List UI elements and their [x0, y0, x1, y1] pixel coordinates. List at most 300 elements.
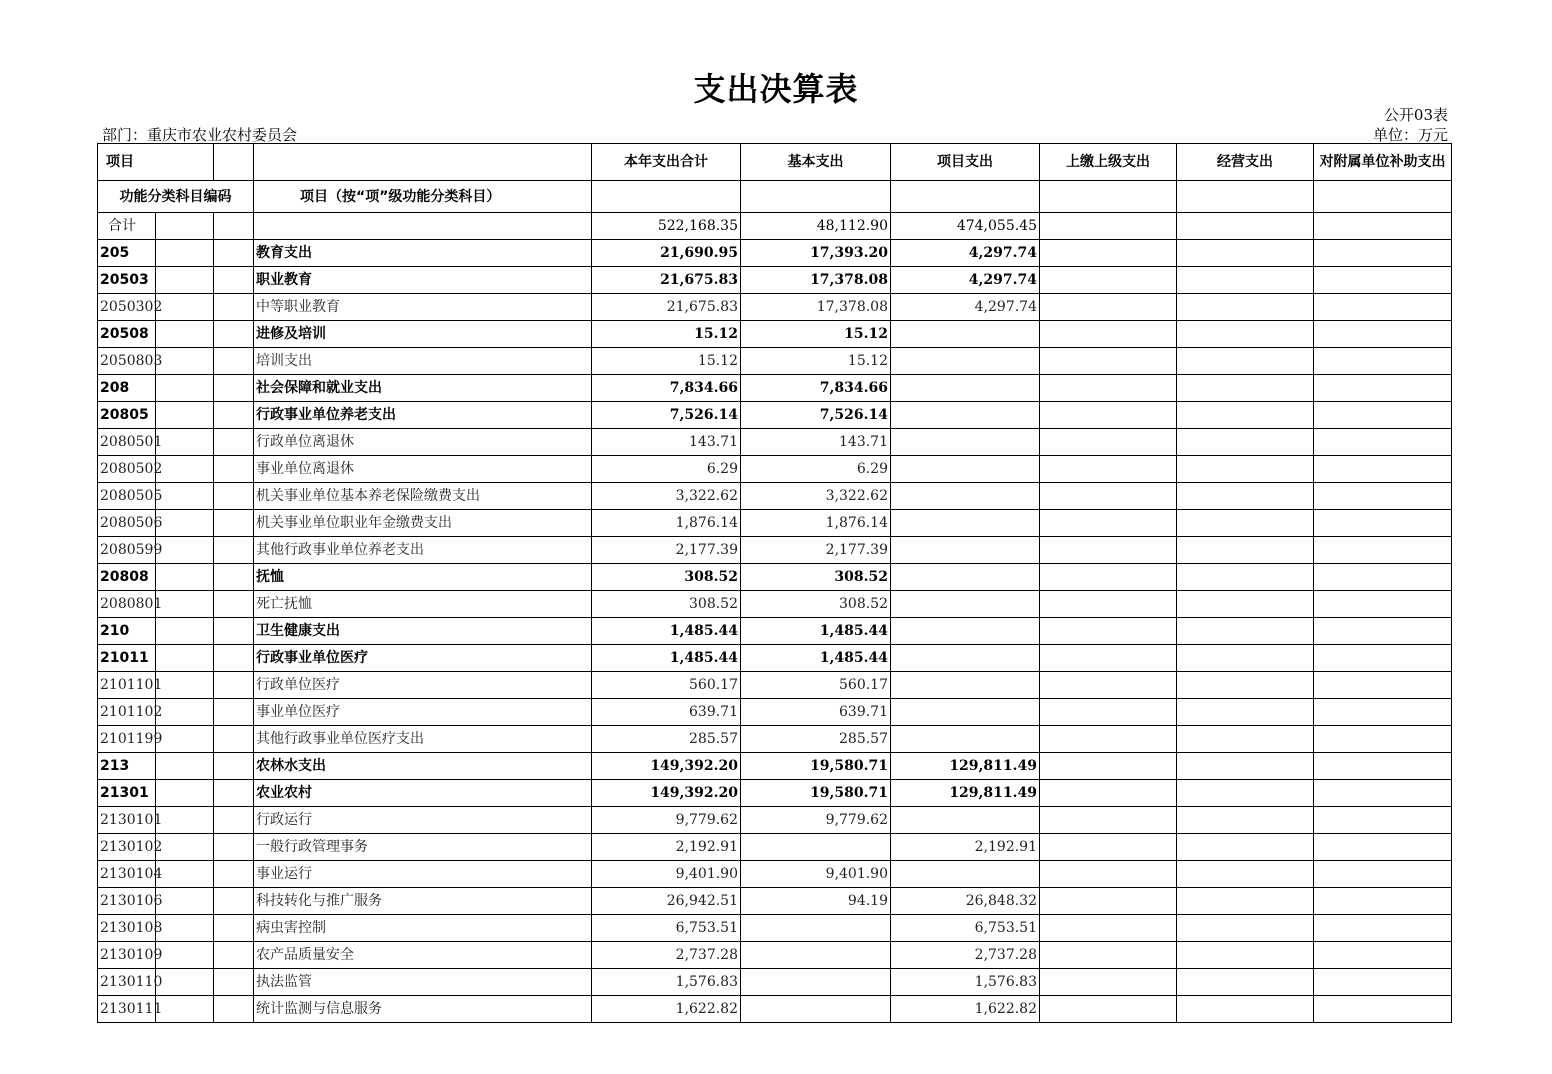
cell-blank — [1177, 240, 1314, 267]
table-row — [98, 807, 1452, 834]
row-total: 308.52 — [592, 564, 741, 591]
row-code: 2050803 — [98, 348, 156, 375]
row-project — [891, 510, 1040, 537]
cell-blank — [156, 510, 214, 537]
row-total: 149,392.20 — [592, 753, 741, 780]
row-name: 职业教育 — [254, 267, 592, 294]
department-label: 部门：重庆市农业农村委员会 — [102, 126, 298, 144]
header-subsidy: 对附属单位补助支出 — [1314, 144, 1452, 181]
row-basic: 560.17 — [741, 672, 891, 699]
cell-blank — [214, 726, 254, 753]
cell-blank — [1177, 699, 1314, 726]
row-name: 死亡抚恤 — [254, 591, 592, 618]
row-name: 机关事业单位职业年金缴费支出 — [254, 510, 592, 537]
cell-blank — [1314, 240, 1452, 267]
cell-blank — [1314, 483, 1452, 510]
table-row — [98, 726, 1452, 753]
cell-blank — [1040, 537, 1177, 564]
row-code: 2130111 — [98, 996, 156, 1023]
row-basic: 19,580.71 — [741, 780, 891, 807]
row-total: 6,753.51 — [592, 915, 741, 942]
table-row — [98, 942, 1452, 969]
row-name: 事业单位医疗 — [254, 699, 592, 726]
row-code: 2130104 — [98, 861, 156, 888]
row-name: 行政事业单位养老支出 — [254, 402, 592, 429]
cell-blank — [214, 375, 254, 402]
row-code: 21011 — [98, 645, 156, 672]
cell-blank — [1040, 591, 1177, 618]
row-name: 事业单位离退休 — [254, 456, 592, 483]
table-row — [98, 888, 1452, 915]
cell-blank — [156, 996, 214, 1023]
header-blank — [592, 181, 741, 213]
row-total: 6.29 — [592, 456, 741, 483]
row-basic: 7,834.66 — [741, 375, 891, 402]
cell-blank — [156, 888, 214, 915]
row-code: 2130106 — [98, 888, 156, 915]
row-project: 4,297.74 — [891, 267, 1040, 294]
cell-blank — [1177, 429, 1314, 456]
cell-blank — [156, 213, 214, 240]
form-number: 公开03表 — [1383, 106, 1448, 124]
cell-blank — [1040, 942, 1177, 969]
cell-blank — [156, 915, 214, 942]
cell-blank — [156, 699, 214, 726]
cell-blank — [1040, 240, 1177, 267]
row-project — [891, 375, 1040, 402]
cell-blank — [1177, 834, 1314, 861]
row-basic: 94.19 — [741, 888, 891, 915]
row-basic: 2,177.39 — [741, 537, 891, 564]
cell-blank — [156, 726, 214, 753]
row-basic: 17,378.08 — [741, 267, 891, 294]
row-name: 抚恤 — [254, 564, 592, 591]
row-basic: 15.12 — [741, 321, 891, 348]
header-row-1 — [98, 144, 1452, 181]
cell-blank — [1040, 294, 1177, 321]
table-row — [98, 240, 1452, 267]
table-row — [98, 996, 1452, 1023]
cell-blank — [1040, 915, 1177, 942]
row-project: 4,297.74 — [891, 294, 1040, 321]
header-blank — [741, 181, 891, 213]
row-code: 2130110 — [98, 969, 156, 996]
table-row — [98, 753, 1452, 780]
cell-blank — [156, 375, 214, 402]
cell-blank — [214, 807, 254, 834]
row-project — [891, 321, 1040, 348]
cell-blank — [214, 942, 254, 969]
row-name: 教育支出 — [254, 240, 592, 267]
cell-blank — [156, 969, 214, 996]
header-project: 项目支出 — [891, 144, 1040, 181]
row-name: 培训支出 — [254, 348, 592, 375]
row-code: 210 — [98, 618, 156, 645]
cell-blank — [214, 294, 254, 321]
cell-blank — [1314, 699, 1452, 726]
table-row — [98, 294, 1452, 321]
cell-blank — [1314, 321, 1452, 348]
cell-blank — [156, 807, 214, 834]
row-name: 统计监测与信息服务 — [254, 996, 592, 1023]
cell-blank — [1177, 726, 1314, 753]
row-total: 1,576.83 — [592, 969, 741, 996]
header-blank — [214, 144, 254, 181]
row-total: 1,622.82 — [592, 996, 741, 1023]
row-basic — [741, 996, 891, 1023]
cell-blank — [214, 267, 254, 294]
row-basic: 9,779.62 — [741, 807, 891, 834]
row-code: 20503 — [98, 267, 156, 294]
cell-blank — [1040, 402, 1177, 429]
row-name: 执法监管 — [254, 969, 592, 996]
table-row — [98, 780, 1452, 807]
cell-blank — [1177, 888, 1314, 915]
cell-blank — [1177, 942, 1314, 969]
cell-blank — [214, 672, 254, 699]
cell-blank — [156, 834, 214, 861]
row-code: 2130101 — [98, 807, 156, 834]
cell-blank — [1177, 618, 1314, 645]
row-basic: 7,526.14 — [741, 402, 891, 429]
cell-blank — [156, 942, 214, 969]
row-basic: 143.71 — [741, 429, 891, 456]
table-row — [98, 564, 1452, 591]
cell-blank — [1040, 834, 1177, 861]
cell-blank — [1040, 267, 1177, 294]
cell-blank — [1177, 645, 1314, 672]
cell-blank — [1177, 969, 1314, 996]
table-row — [98, 645, 1452, 672]
cell-blank — [1040, 888, 1177, 915]
cell-blank — [1314, 456, 1452, 483]
cell-blank — [156, 348, 214, 375]
row-name: 机关事业单位基本养老保险缴费支出 — [254, 483, 592, 510]
table-row — [98, 402, 1452, 429]
cell-blank — [214, 645, 254, 672]
cell-blank — [1040, 348, 1177, 375]
row-code: 2050302 — [98, 294, 156, 321]
table-row — [98, 915, 1452, 942]
row-total: 21,675.83 — [592, 294, 741, 321]
cell-blank — [1040, 645, 1177, 672]
cell-blank — [214, 861, 254, 888]
cell-blank — [1040, 483, 1177, 510]
cell-blank — [1177, 915, 1314, 942]
cell-blank — [156, 240, 214, 267]
cell-blank — [1040, 321, 1177, 348]
cell-blank — [1314, 510, 1452, 537]
row-code: 2080599 — [98, 537, 156, 564]
table-row — [98, 537, 1452, 564]
cell-blank — [156, 267, 214, 294]
row-total: 2,177.39 — [592, 537, 741, 564]
cell-blank — [214, 780, 254, 807]
cell-blank — [1177, 402, 1314, 429]
cell-blank — [1177, 996, 1314, 1023]
cell-blank — [1040, 429, 1177, 456]
row-basic: 17,393.20 — [741, 240, 891, 267]
table-row — [98, 699, 1452, 726]
row-basic — [741, 942, 891, 969]
cell-blank — [1314, 753, 1452, 780]
row-basic: 1,485.44 — [741, 645, 891, 672]
table-row — [98, 456, 1452, 483]
cell-blank — [1177, 348, 1314, 375]
row-total: 1,485.44 — [592, 645, 741, 672]
cell-blank — [214, 996, 254, 1023]
cell-blank — [1314, 591, 1452, 618]
row-project: 26,848.32 — [891, 888, 1040, 915]
row-basic: 15.12 — [741, 348, 891, 375]
cell-blank — [1314, 942, 1452, 969]
cell-blank — [1314, 915, 1452, 942]
cell-blank — [254, 213, 592, 240]
cell-blank — [214, 564, 254, 591]
cell-blank — [1314, 888, 1452, 915]
cell-blank — [1314, 645, 1452, 672]
row-basic: 308.52 — [741, 591, 891, 618]
header-name-label: 项目（按“项”级功能分类科目） — [254, 181, 592, 213]
table-row — [98, 348, 1452, 375]
total-row — [98, 213, 1452, 240]
row-total: 3,322.62 — [592, 483, 741, 510]
row-name: 行政运行 — [254, 807, 592, 834]
row-name: 行政单位医疗 — [254, 672, 592, 699]
row-project: 4,297.74 — [891, 240, 1040, 267]
cell-blank — [214, 510, 254, 537]
row-code: 213 — [98, 753, 156, 780]
cell-blank — [214, 753, 254, 780]
table-row — [98, 834, 1452, 861]
table-row — [98, 483, 1452, 510]
cell-blank — [156, 321, 214, 348]
cell-blank — [1177, 294, 1314, 321]
cell-blank — [1177, 591, 1314, 618]
row-total: 1,876.14 — [592, 510, 741, 537]
row-basic — [741, 969, 891, 996]
row-code: 205 — [98, 240, 156, 267]
row-name: 其他行政事业单位医疗支出 — [254, 726, 592, 753]
cell-blank — [1040, 564, 1177, 591]
row-name: 一般行政管理事务 — [254, 834, 592, 861]
row-code: 2130108 — [98, 915, 156, 942]
row-project — [891, 537, 1040, 564]
row-basic — [741, 915, 891, 942]
row-total: 15.12 — [592, 321, 741, 348]
header-blank — [1314, 181, 1452, 213]
row-name: 行政事业单位医疗 — [254, 645, 592, 672]
row-total: 9,779.62 — [592, 807, 741, 834]
row-name: 科技转化与推广服务 — [254, 888, 592, 915]
header-blank — [1177, 181, 1314, 213]
row-project: 129,811.49 — [891, 753, 1040, 780]
row-total: 15.12 — [592, 348, 741, 375]
table-row — [98, 618, 1452, 645]
cell-blank — [214, 591, 254, 618]
row-project: 2,737.28 — [891, 942, 1040, 969]
table-row — [98, 375, 1452, 402]
table-row — [98, 429, 1452, 456]
row-code: 21301 — [98, 780, 156, 807]
header-blank — [891, 181, 1040, 213]
header-business: 经营支出 — [1177, 144, 1314, 181]
row-basic: 19,580.71 — [741, 753, 891, 780]
cell-blank — [1177, 672, 1314, 699]
cell-blank — [156, 456, 214, 483]
cell-blank — [1177, 483, 1314, 510]
cell-blank — [214, 618, 254, 645]
cell-blank — [214, 834, 254, 861]
row-code: 2130102 — [98, 834, 156, 861]
cell-blank — [1177, 375, 1314, 402]
cell-blank — [1177, 213, 1314, 240]
cell-blank — [214, 213, 254, 240]
cell-blank — [1177, 456, 1314, 483]
row-name: 行政单位离退休 — [254, 429, 592, 456]
row-basic: 285.57 — [741, 726, 891, 753]
cell-blank — [156, 483, 214, 510]
row-project — [891, 348, 1040, 375]
cell-blank — [1314, 807, 1452, 834]
row-project — [891, 618, 1040, 645]
cell-blank — [1040, 780, 1177, 807]
table-row — [98, 510, 1452, 537]
row-total: 21,690.95 — [592, 240, 741, 267]
header-item: 项目 — [98, 144, 214, 181]
table-row — [98, 267, 1452, 294]
cell-blank — [214, 348, 254, 375]
cell-blank — [214, 240, 254, 267]
cell-blank — [214, 915, 254, 942]
row-code: 20805 — [98, 402, 156, 429]
page-title: 支出决算表 — [693, 70, 859, 108]
row-code: 20808 — [98, 564, 156, 591]
row-name: 农产品质量安全 — [254, 942, 592, 969]
row-total: 143.71 — [592, 429, 741, 456]
cell-blank — [214, 537, 254, 564]
row-total: 26,942.51 — [592, 888, 741, 915]
row-code: 20508 — [98, 321, 156, 348]
cell-blank — [1040, 807, 1177, 834]
row-total: 7,834.66 — [592, 375, 741, 402]
cell-blank — [156, 564, 214, 591]
row-basic: 1,485.44 — [741, 618, 891, 645]
cell-blank — [1314, 861, 1452, 888]
row-code: 2101102 — [98, 699, 156, 726]
cell-blank — [156, 645, 214, 672]
row-code: 2080506 — [98, 510, 156, 537]
table-row — [98, 321, 1452, 348]
cell-blank — [156, 861, 214, 888]
row-project — [891, 591, 1040, 618]
cell-blank — [1314, 402, 1452, 429]
cell-blank — [1314, 213, 1452, 240]
cell-blank — [1177, 564, 1314, 591]
table-row — [98, 861, 1452, 888]
row-project — [891, 429, 1040, 456]
cell-blank — [214, 456, 254, 483]
cell-blank — [1040, 861, 1177, 888]
row-name: 农业农村 — [254, 780, 592, 807]
cell-blank — [156, 294, 214, 321]
row-project — [891, 726, 1040, 753]
row-name: 进修及培训 — [254, 321, 592, 348]
row-name: 其他行政事业单位养老支出 — [254, 537, 592, 564]
header-upper: 上缴上级支出 — [1040, 144, 1177, 181]
row-basic: 9,401.90 — [741, 861, 891, 888]
cell-blank — [1040, 726, 1177, 753]
cell-blank — [1314, 618, 1452, 645]
cell-blank — [1040, 969, 1177, 996]
row-project: 129,811.49 — [891, 780, 1040, 807]
row-project — [891, 456, 1040, 483]
row-code: 2080801 — [98, 591, 156, 618]
cell-blank — [1040, 699, 1177, 726]
row-name: 农林水支出 — [254, 753, 592, 780]
cell-blank — [1314, 564, 1452, 591]
row-basic: 1,876.14 — [741, 510, 891, 537]
row-project — [891, 699, 1040, 726]
cell-blank — [1314, 294, 1452, 321]
cell-blank — [156, 591, 214, 618]
cell-blank — [1177, 807, 1314, 834]
cell-blank — [156, 780, 214, 807]
cell-blank — [1314, 969, 1452, 996]
cell-blank — [214, 429, 254, 456]
cell-blank — [1040, 996, 1177, 1023]
cell-blank — [1040, 213, 1177, 240]
cell-blank — [156, 672, 214, 699]
row-basic: 17,378.08 — [741, 294, 891, 321]
row-total: 285.57 — [592, 726, 741, 753]
row-name: 中等职业教育 — [254, 294, 592, 321]
cell-blank — [1040, 618, 1177, 645]
cell-blank — [1177, 780, 1314, 807]
row-basic — [741, 834, 891, 861]
row-name: 病虫害控制 — [254, 915, 592, 942]
cell-blank — [1040, 456, 1177, 483]
cell-blank — [156, 618, 214, 645]
cell-blank — [1177, 267, 1314, 294]
cell-blank — [1314, 672, 1452, 699]
cell-blank — [1177, 510, 1314, 537]
expenditure-table — [97, 143, 1452, 1023]
unit-label: 单位：万元 — [1372, 126, 1448, 144]
table-row — [98, 591, 1452, 618]
total-basic: 48,112.90 — [741, 213, 891, 240]
header-basic: 基本支出 — [741, 144, 891, 181]
row-code: 2080501 — [98, 429, 156, 456]
row-basic: 6.29 — [741, 456, 891, 483]
header-blank — [1040, 181, 1177, 213]
cell-blank — [1314, 348, 1452, 375]
cell-blank — [1314, 375, 1452, 402]
row-project — [891, 564, 1040, 591]
row-code: 2080502 — [98, 456, 156, 483]
cell-blank — [156, 753, 214, 780]
row-project: 1,576.83 — [891, 969, 1040, 996]
row-project: 6,753.51 — [891, 915, 1040, 942]
row-name: 卫生健康支出 — [254, 618, 592, 645]
row-total: 21,675.83 — [592, 267, 741, 294]
cell-blank — [1177, 537, 1314, 564]
total-sum: 522,168.35 — [592, 213, 741, 240]
cell-blank — [1040, 753, 1177, 780]
cell-blank — [1177, 321, 1314, 348]
cell-blank — [214, 699, 254, 726]
cell-blank — [214, 402, 254, 429]
